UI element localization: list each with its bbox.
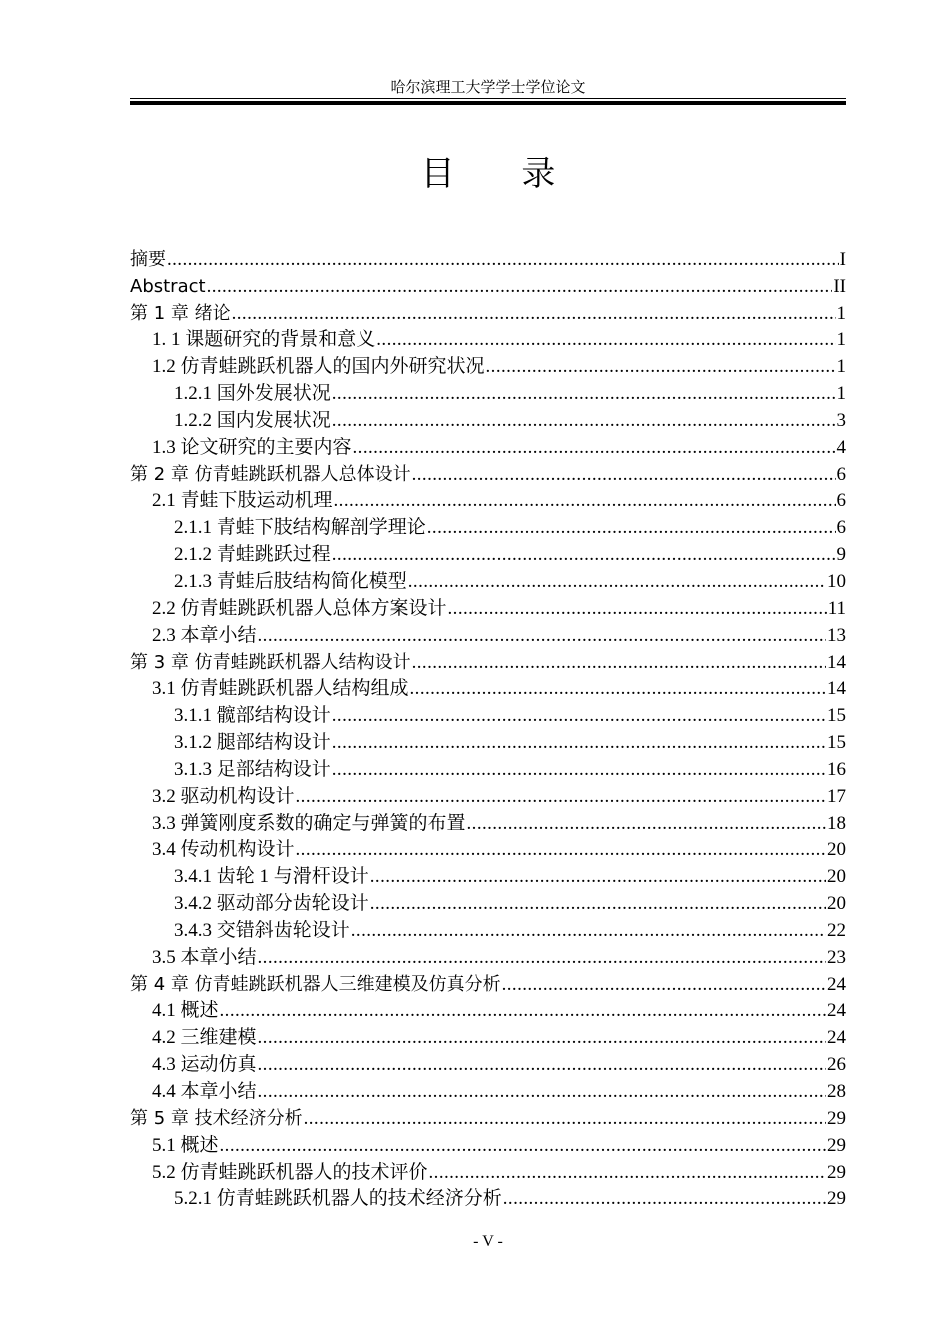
toc-entry-page: 18: [827, 812, 846, 834]
toc-entry[interactable]: [130, 754, 846, 781]
toc-dot-leader: [376, 329, 835, 351]
toc-entry-label: 3.1.3 足部结构设计: [174, 758, 331, 780]
toc-entry-label: 2.2 仿青蛙跳跃机器人总体方案设计: [152, 597, 447, 619]
toc-entry-label: 第 3 章 仿青蛙跳跃机器人结构设计: [130, 651, 411, 673]
table-of-contents: [130, 244, 846, 1210]
toc-entry-label: 第 4 章 仿青蛙跳跃机器人三维建模及仿真分析: [130, 973, 501, 995]
toc-entry-page: 29: [827, 1107, 846, 1129]
toc-entry-label: 第 1 章 绪论: [130, 302, 231, 324]
toc-entry-page: 28: [827, 1081, 846, 1102]
toc-entry-label: 3.5 本章小结: [152, 946, 257, 968]
toc-entry-label: 1.2 仿青蛙跳跃机器人的国内外研究状况: [152, 356, 485, 378]
toc-entry-label: 4.4 本章小结: [152, 1081, 257, 1102]
toc-dot-leader: [467, 813, 826, 835]
toc-dot-leader: [332, 410, 836, 432]
toc-dot-leader: [258, 1054, 826, 1076]
toc-dot-leader: [408, 571, 826, 593]
toc-dot-leader: [410, 678, 826, 700]
toc-entry-page: 13: [827, 624, 846, 646]
toc-entry-label: 第 5 章 技术经济分析: [130, 1107, 303, 1129]
toc-entry[interactable]: [130, 674, 846, 701]
toc-dot-leader: [258, 625, 826, 647]
toc-entry-label: 3.4 传动机构设计: [152, 839, 295, 861]
toc-entry[interactable]: [130, 1076, 846, 1103]
toc-entry[interactable]: [130, 727, 846, 754]
toc-dot-leader: [258, 1081, 826, 1103]
toc-dot-leader: [351, 920, 826, 942]
toc-entry-page: 15: [827, 732, 846, 754]
toc-entry-page: 1: [836, 329, 846, 351]
toc-entry-page: 29: [827, 1134, 846, 1156]
toc-entry-page: 10: [827, 570, 846, 592]
toc-dot-leader: [503, 1188, 826, 1210]
toc-entry-label: 4.2 三维建模: [152, 1027, 257, 1049]
toc-dot-leader: [502, 974, 826, 996]
toc-dot-leader: [332, 759, 826, 781]
toc-entry-page: 9: [836, 544, 846, 566]
toc-entry-label: 3.4.1 齿轮 1 与滑杆设计: [174, 866, 369, 888]
toc-entry-page: 16: [827, 758, 846, 780]
toc-entry-label: 4.1 概述: [152, 1000, 219, 1022]
toc-entry[interactable]: [130, 808, 846, 835]
toc-entry[interactable]: [130, 512, 846, 539]
toc-entry[interactable]: [130, 271, 846, 298]
toc-dot-leader: [304, 1108, 826, 1130]
toc-entry-label: 2.1.2 青蛙跳跃过程: [174, 544, 331, 566]
toc-entry[interactable]: [130, 1103, 846, 1130]
toc-entry[interactable]: [130, 405, 846, 432]
toc-entry[interactable]: [130, 915, 846, 942]
page-title: 目 录: [420, 154, 584, 194]
running-header: 哈尔滨理工大学学士学位论文: [390, 78, 586, 96]
toc-entry-page: 14: [827, 651, 846, 673]
toc-entry[interactable]: [130, 539, 846, 566]
toc-entry-label: 3.4.2 驱动部分齿轮设计: [174, 893, 369, 915]
toc-dot-leader: [296, 786, 826, 808]
toc-entry-page: 29: [827, 1188, 846, 1210]
toc-entry-label: 3.2 驱动机构设计: [152, 785, 295, 807]
toc-entry[interactable]: [130, 432, 846, 459]
toc-dot-leader: [332, 732, 826, 754]
toc-entry[interactable]: [130, 620, 846, 647]
toc-entry-page: 6: [836, 490, 846, 512]
toc-dot-leader: [429, 1162, 826, 1184]
toc-dot-leader: [232, 303, 836, 325]
toc-entry[interactable]: [130, 244, 846, 271]
toc-entry-label: 第 2 章 仿青蛙跳跃机器人总体设计: [130, 463, 411, 485]
toc-dot-leader: [412, 652, 826, 674]
toc-entry-label: 1.2.2 国内发展状况: [174, 409, 331, 431]
toc-dot-leader: [448, 598, 827, 620]
toc-entry-label: 5.2.1 仿青蛙跳跃机器人的技术经济分析: [174, 1188, 502, 1210]
toc-entry-page: 1: [836, 356, 846, 378]
toc-entry-page: 6: [836, 517, 846, 539]
toc-dot-leader: [370, 866, 826, 888]
toc-dot-leader: [334, 490, 836, 512]
toc-dot-leader: [353, 437, 836, 459]
toc-dot-leader: [332, 383, 836, 405]
toc-entry-label: 1.2.1 国外发展状况: [174, 383, 331, 405]
toc-entry-label: 3.1 仿青蛙跳跃机器人结构组成: [152, 678, 409, 700]
toc-entry[interactable]: [130, 647, 846, 674]
toc-entry[interactable]: [130, 835, 846, 862]
toc-entry[interactable]: [130, 298, 846, 325]
toc-entry-page: 26: [827, 1054, 846, 1076]
toc-entry[interactable]: [130, 325, 846, 352]
toc-entry-page: 24: [827, 1027, 846, 1049]
toc-entry[interactable]: [130, 566, 846, 593]
toc-entry-page: II: [833, 275, 846, 297]
toc-entry-page: 20: [827, 839, 846, 861]
toc-dot-leader: [370, 893, 826, 915]
toc-entry[interactable]: [130, 1184, 846, 1211]
toc-entry-label: 摘要: [130, 248, 166, 270]
toc-entry-page: 4: [836, 436, 846, 458]
toc-entry-label: 3.1.1 髋部结构设计: [174, 705, 331, 727]
toc-entry-label: 3.1.2 腿部结构设计: [174, 732, 331, 754]
toc-entry[interactable]: [130, 996, 846, 1023]
toc-dot-leader: [167, 249, 839, 271]
toc-entry-page: 22: [827, 919, 846, 941]
toc-entry-label: 3.4.3 交错斜齿轮设计: [174, 919, 350, 941]
toc-entry[interactable]: [130, 1049, 846, 1076]
toc-entry-label: 5.2 仿青蛙跳跃机器人的技术评价: [152, 1161, 428, 1183]
toc-entry-page: 6: [836, 463, 846, 485]
toc-entry-page: 1: [836, 383, 846, 405]
toc-entry-page: 17: [827, 785, 846, 807]
toc-entry[interactable]: [130, 781, 846, 808]
toc-dot-leader: [258, 1027, 826, 1049]
toc-entry-label: 1.3 论文研究的主要内容: [152, 436, 352, 458]
toc-dot-leader: [332, 705, 826, 727]
toc-dot-leader: [427, 517, 836, 539]
toc-entry-page: 20: [827, 893, 846, 915]
toc-entry-page: 1: [836, 302, 846, 324]
toc-dot-leader: [296, 839, 826, 861]
toc-entry-page: 29: [827, 1161, 846, 1183]
toc-entry[interactable]: [130, 969, 846, 996]
toc-entry[interactable]: [130, 486, 846, 513]
toc-dot-leader: [258, 947, 826, 969]
toc-entry[interactable]: [130, 861, 846, 888]
toc-entry[interactable]: [130, 1022, 846, 1049]
toc-entry-label: 2.3 本章小结: [152, 624, 257, 646]
toc-entry[interactable]: [130, 459, 846, 486]
toc-entry[interactable]: [130, 1157, 846, 1184]
toc-entry[interactable]: [130, 378, 846, 405]
header-rule-thin: [130, 98, 846, 99]
toc-entry-page: 11: [827, 597, 846, 619]
toc-dot-leader: [486, 356, 836, 378]
toc-entry-label: 4.3 运动仿真: [152, 1054, 257, 1076]
toc-dot-leader: [332, 544, 836, 566]
toc-entry[interactable]: [130, 700, 846, 727]
toc-entry[interactable]: [130, 942, 846, 969]
toc-dot-leader: [207, 276, 833, 298]
toc-entry-page: 24: [827, 1000, 846, 1022]
toc-entry[interactable]: [130, 1130, 846, 1157]
toc-entry-label: 3.3 弹簧刚度系数的确定与弹簧的布置: [152, 812, 466, 834]
toc-entry-page: 15: [827, 705, 846, 727]
toc-entry-label: 5.1 概述: [152, 1134, 219, 1156]
toc-entry-label: 2.1.1 青蛙下肢结构解剖学理论: [174, 517, 426, 539]
toc-entry-label: 2.1.3 青蛙后肢结构简化模型: [174, 570, 407, 592]
toc-entry-label: 1. 1 课题研究的背景和意义: [152, 329, 376, 351]
toc-entry-page: I: [839, 248, 846, 270]
toc-entry-page: 24: [827, 973, 846, 995]
toc-entry-label: 2.1 青蛙下肢运动机理: [152, 490, 333, 512]
toc-entry-page: 23: [827, 946, 846, 968]
toc-entry-page: 3: [836, 409, 846, 431]
toc-entry[interactable]: [130, 351, 846, 378]
toc-dot-leader: [220, 1000, 826, 1022]
page-number: - V -: [473, 1233, 503, 1250]
toc-dot-leader: [412, 464, 836, 486]
header-rule-thick: [130, 101, 846, 105]
toc-entry-page: 20: [827, 866, 846, 888]
toc-entry[interactable]: [130, 593, 846, 620]
toc-dot-leader: [220, 1135, 826, 1157]
toc-entry-label: Abstract: [130, 275, 206, 297]
toc-entry-page: 14: [827, 678, 846, 700]
toc-entry[interactable]: [130, 888, 846, 915]
